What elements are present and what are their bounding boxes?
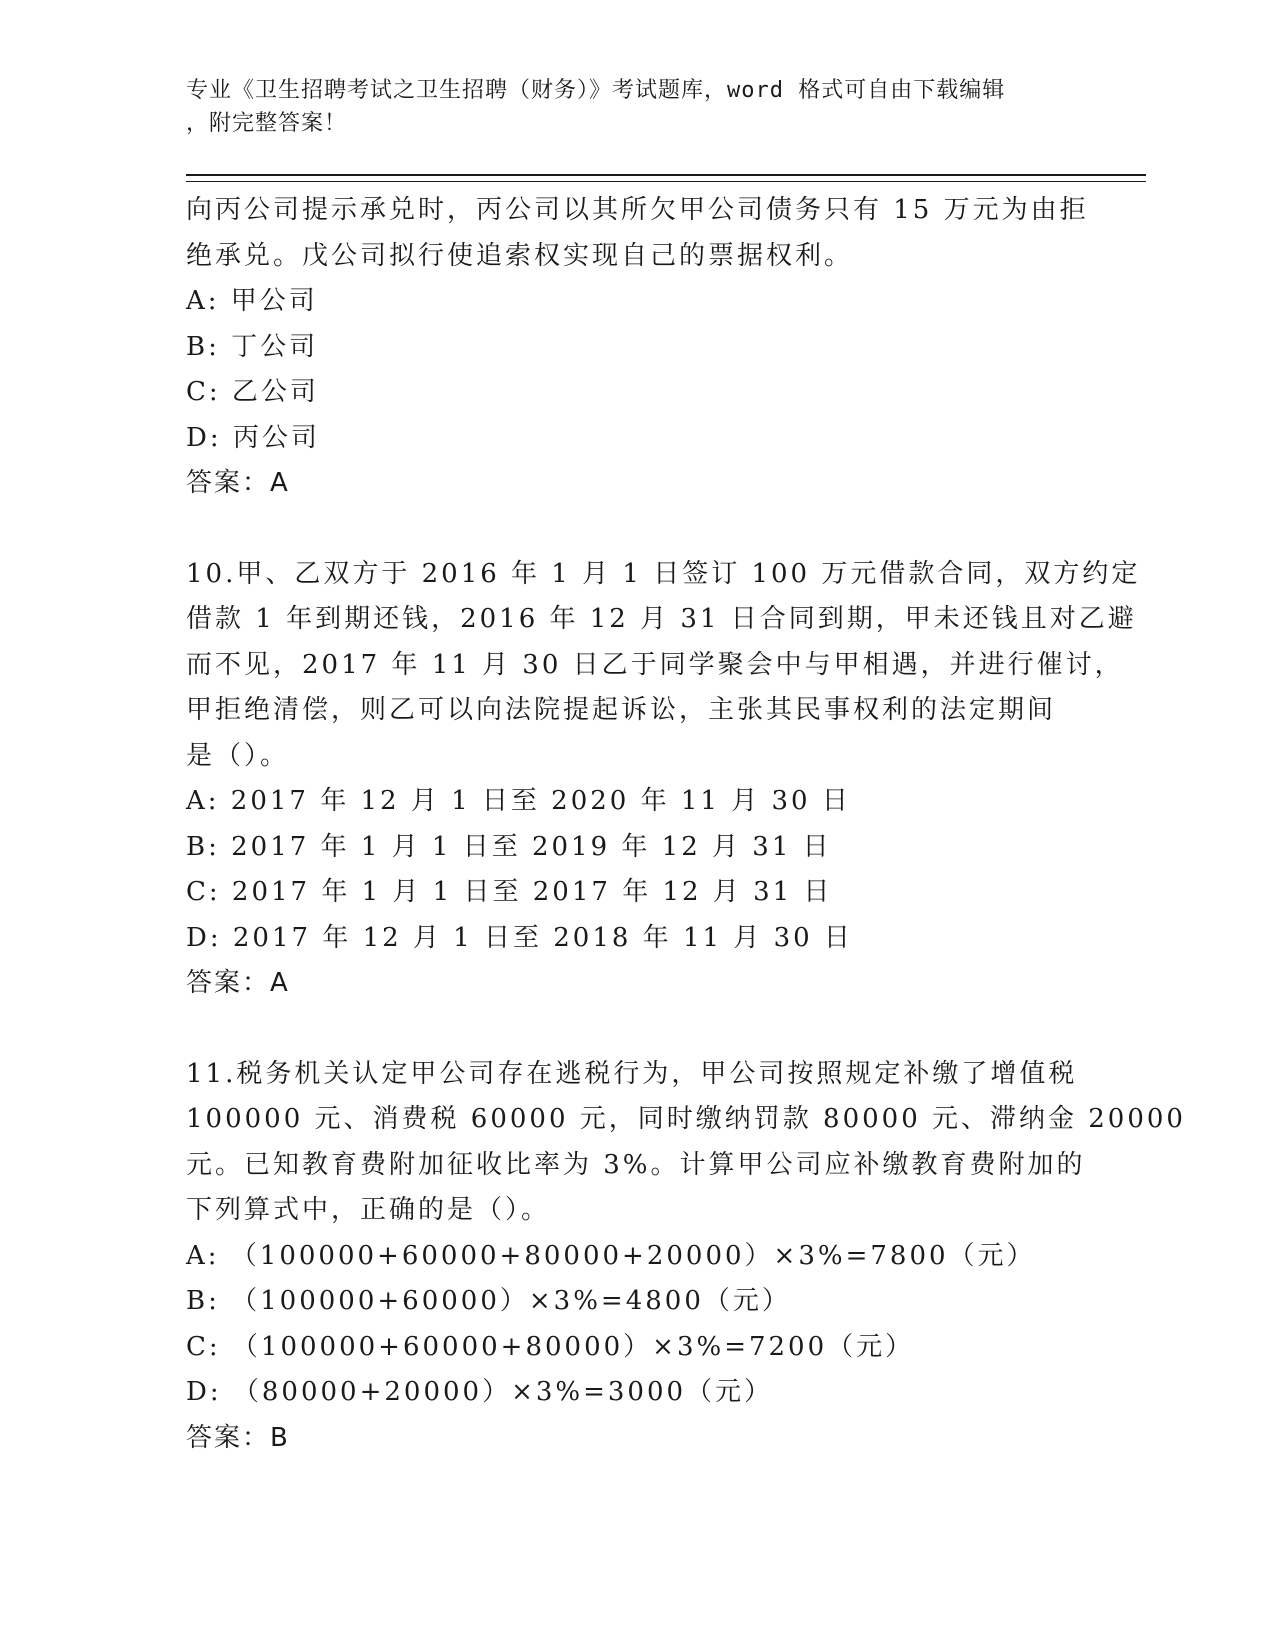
header-line-1: 专业《卫生招聘考试之卫生招聘（财务）》考试题库，word 格式可自由下载编辑 [186, 78, 1006, 103]
option-b: B: 丁公司 [186, 331, 319, 362]
question-stem-line: 11.税务机关认定甲公司存在逃税行为，甲公司按照规定补缴了增值税 [186, 1058, 1078, 1089]
question-stem-line: 10.甲、乙双方于 2016 年 1 月 1 日签订 100 万元借款合同，双方约定 [186, 558, 1141, 589]
question-stem-line: 而不见，2017 年 11 月 30 日乙于同学聚会中与甲相遇，并进行催讨， [186, 649, 1124, 680]
option-a: A: 2017 年 12 月 1 日至 2020 年 11 月 30 日 [186, 786, 851, 816]
question-stem-line: 向丙公司提示承兑时，丙公司以其所欠甲公司债务只有 15 万元为由拒 [186, 195, 1089, 225]
option-a: A: （100000+60000+80000+20000）×3%=7800（元） [186, 1240, 1036, 1271]
option-b: B: （100000+60000）×3%=4800（元） [186, 1286, 791, 1316]
option-c: C: （100000+60000+80000）×3%=7200（元） [186, 1331, 915, 1362]
question-stem-line: 甲拒绝清偿，则乙可以向法院提起诉讼，主张其民事权利的法定期间 [186, 695, 1057, 725]
question-stem-line: 元。已知教育费附加征收比率为 3%。计算甲公司应补缴教育费附加的 [186, 1149, 1086, 1180]
answer-line: 答案：A [186, 468, 290, 498]
question-stem-line: 绝承兑。戊公司拟行使追索权实现自己的票据权利。 [186, 240, 854, 271]
question-11 [186, 1052, 1186, 1462]
option-a: A: 甲公司 [186, 286, 318, 316]
question-9 [186, 188, 1089, 507]
question-stem-line: 借款 1 年到期还钱，2016 年 12 月 31 日合同到期，甲未还钱且对乙避 [186, 604, 1137, 634]
question-stem-line: 是（）。 [186, 740, 290, 771]
question-spacer [186, 507, 1086, 552]
document-header [186, 74, 1086, 140]
question-stem-line: 下列算式中，正确的是（）。 [186, 1195, 551, 1225]
option-d: D: （80000+20000）×3%=3000（元） [186, 1377, 774, 1407]
option-c: C: 2017 年 1 月 1 日至 2017 年 12 月 31 日 [186, 877, 833, 907]
option-d: D: 丙公司 [186, 422, 320, 453]
question-spacer [186, 1007, 1086, 1052]
header-rule-thick [186, 174, 1146, 176]
header-line-2: ，附完整答案！ [186, 111, 348, 136]
option-c: C: 乙公司 [186, 377, 319, 407]
question-10 [186, 552, 1141, 1007]
header-rule-thin [186, 181, 1146, 182]
option-b: B: 2017 年 1 月 1 日至 2019 年 12 月 31 日 [186, 831, 832, 862]
option-d: D: 2017 年 12 月 1 日至 2018 年 11 月 30 日 [186, 922, 853, 953]
document-body [186, 188, 1186, 1461]
answer-line: 答案：B [186, 1422, 290, 1453]
answer-line: 答案：A [186, 968, 290, 998]
question-stem-line: 100000 元、消费税 60000 元，同时缴纳罚款 80000 元、滞纳金 20000 [186, 1104, 1186, 1134]
